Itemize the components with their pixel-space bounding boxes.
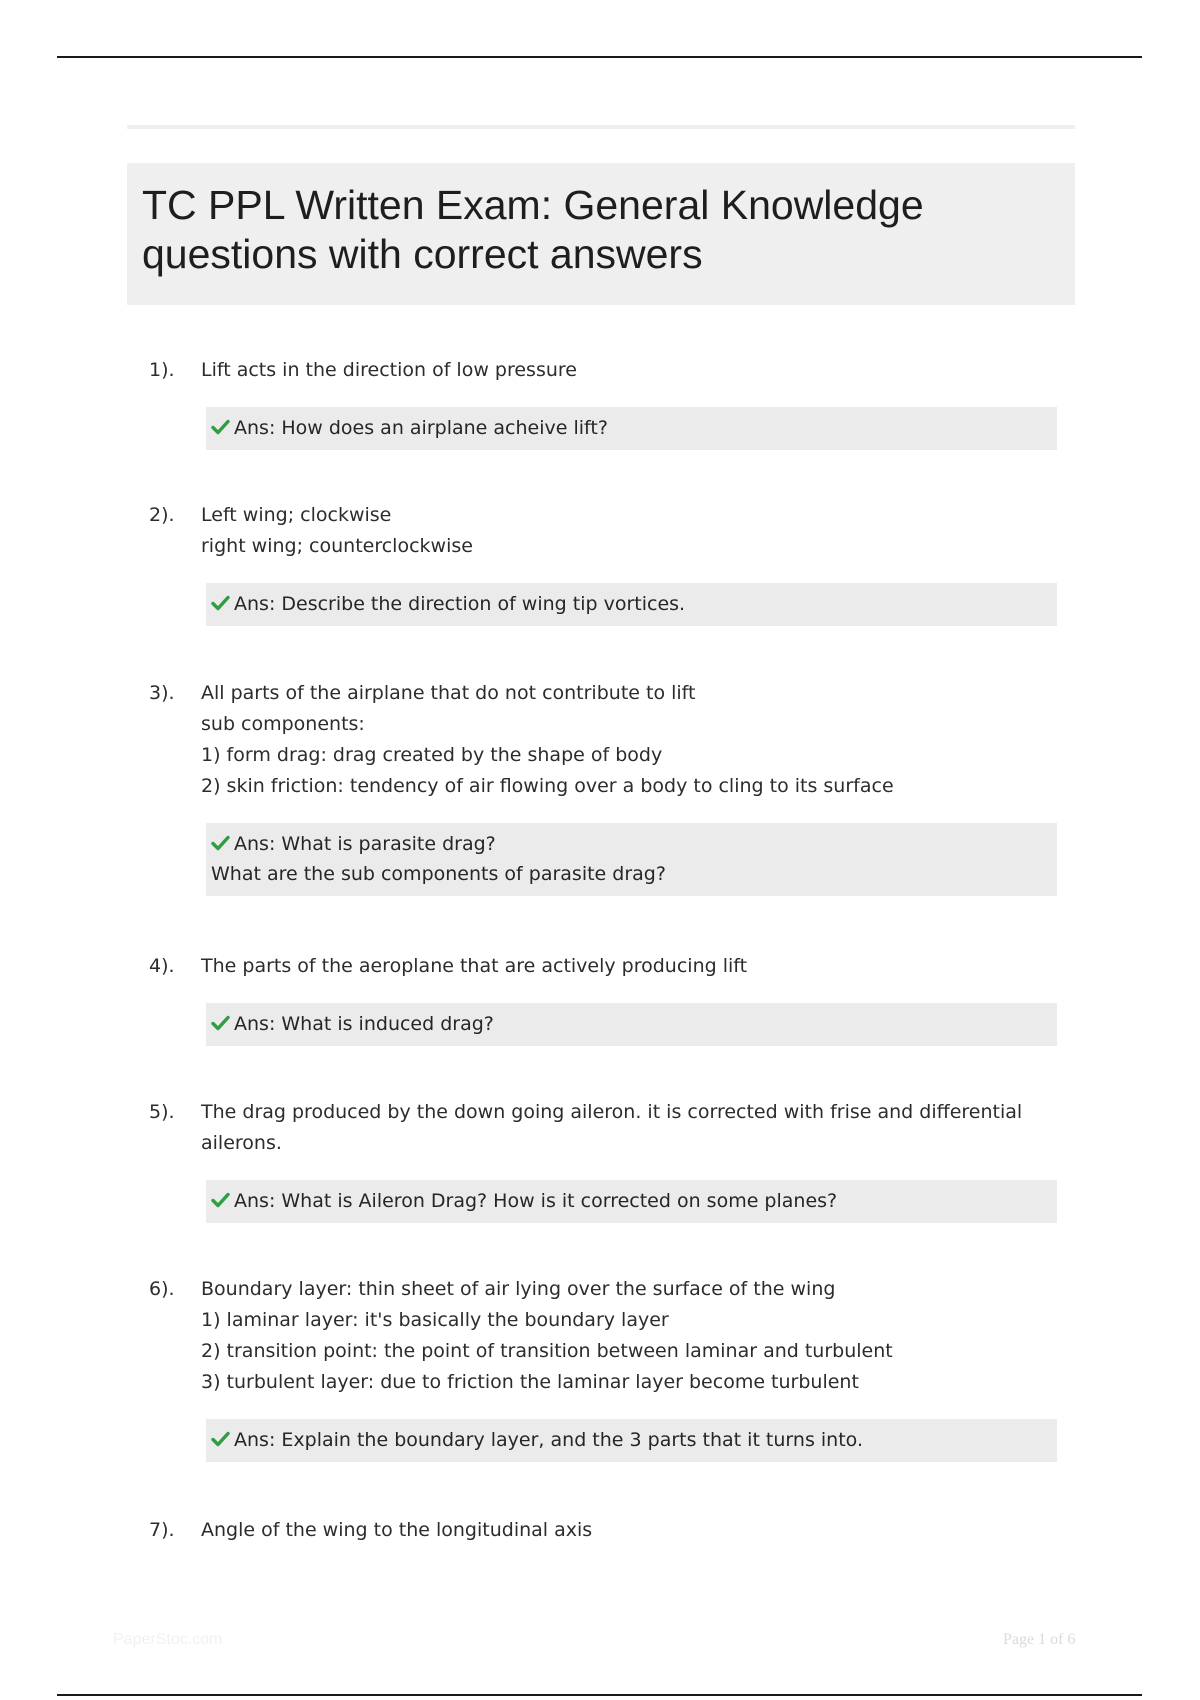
question-text: The parts of the aeroplane that are actively producing lift <box>201 955 748 977</box>
question-text: Boundary layer: thin sheet of air lying over the surface of the wing 1) laminar layer: it's basically the boundary layer 2) transition point: the point of transition between laminar and turbulent 3) turbulent layer: due to friction the laminar layer become turbulent <box>201 1278 893 1393</box>
answer-box <box>206 1180 1057 1223</box>
qa-item-4 <box>149 951 1059 1046</box>
question-number: 5). <box>149 1101 175 1123</box>
question-number: 7). <box>149 1519 175 1541</box>
page-title: TC PPL Written Exam: General Knowledge questions with correct answers <box>142 182 924 277</box>
check-icon <box>211 1015 230 1031</box>
answer-text: Ans: What is parasite drag? <box>234 833 496 855</box>
header-faint-rule <box>127 125 1075 129</box>
question-text: The drag produced by the down going aileron. it is corrected with frise and differential ailerons. <box>201 1101 1023 1154</box>
footer-watermark: PaperStoc.com <box>113 1631 223 1648</box>
page-number: Page 1 of 6 <box>1003 1631 1076 1648</box>
question-number: 4). <box>149 955 175 977</box>
question-number: 1). <box>149 359 175 381</box>
answer-text: Ans: What is Aileron Drag? How is it corrected on some planes? <box>234 1190 838 1212</box>
answer-text: Ans: How does an airplane acheive lift? <box>234 417 608 439</box>
check-icon <box>211 1192 230 1208</box>
check-icon <box>211 595 230 611</box>
qa-item-3 <box>149 678 1059 896</box>
answer-box <box>206 1419 1057 1462</box>
question-text: Lift acts in the direction of low pressure <box>201 359 577 381</box>
qa-item-5 <box>149 1097 1059 1223</box>
check-icon <box>211 835 230 851</box>
question-text: Left wing; clockwise right wing; counterclockwise <box>201 504 473 557</box>
answer-box <box>206 583 1057 626</box>
qa-item-7 <box>149 1515 1059 1546</box>
qa-item-2 <box>149 500 1059 626</box>
question-text: All parts of the airplane that do not contribute to lift sub components: 1) form drag: drag created by the shape of body 2) skin friction: tendency of air flowing over a body to cling to its surface <box>201 682 894 797</box>
bottom-divider <box>57 1694 1142 1696</box>
qa-item-1 <box>149 355 1059 450</box>
question-number: 3). <box>149 682 175 704</box>
answer-text: Ans: What is induced drag? <box>234 1013 494 1035</box>
top-divider <box>57 56 1142 58</box>
check-icon <box>211 419 230 435</box>
question-text: Angle of the wing to the longitudinal axis <box>201 1519 593 1541</box>
question-number: 2). <box>149 504 175 526</box>
title-box <box>127 163 1075 305</box>
answer-box <box>206 407 1057 450</box>
answer-text: Ans: Describe the direction of wing tip vortices. <box>234 593 686 615</box>
qa-item-6 <box>149 1274 1059 1462</box>
answer-box <box>206 1003 1057 1046</box>
answer-box <box>206 823 1057 896</box>
question-number: 6). <box>149 1278 175 1300</box>
check-icon <box>211 1431 230 1447</box>
answer-text: Ans: Explain the boundary layer, and the 3 parts that it turns into. <box>234 1429 863 1451</box>
answer-text-line-2: What are the sub components of parasite drag? <box>211 863 666 885</box>
